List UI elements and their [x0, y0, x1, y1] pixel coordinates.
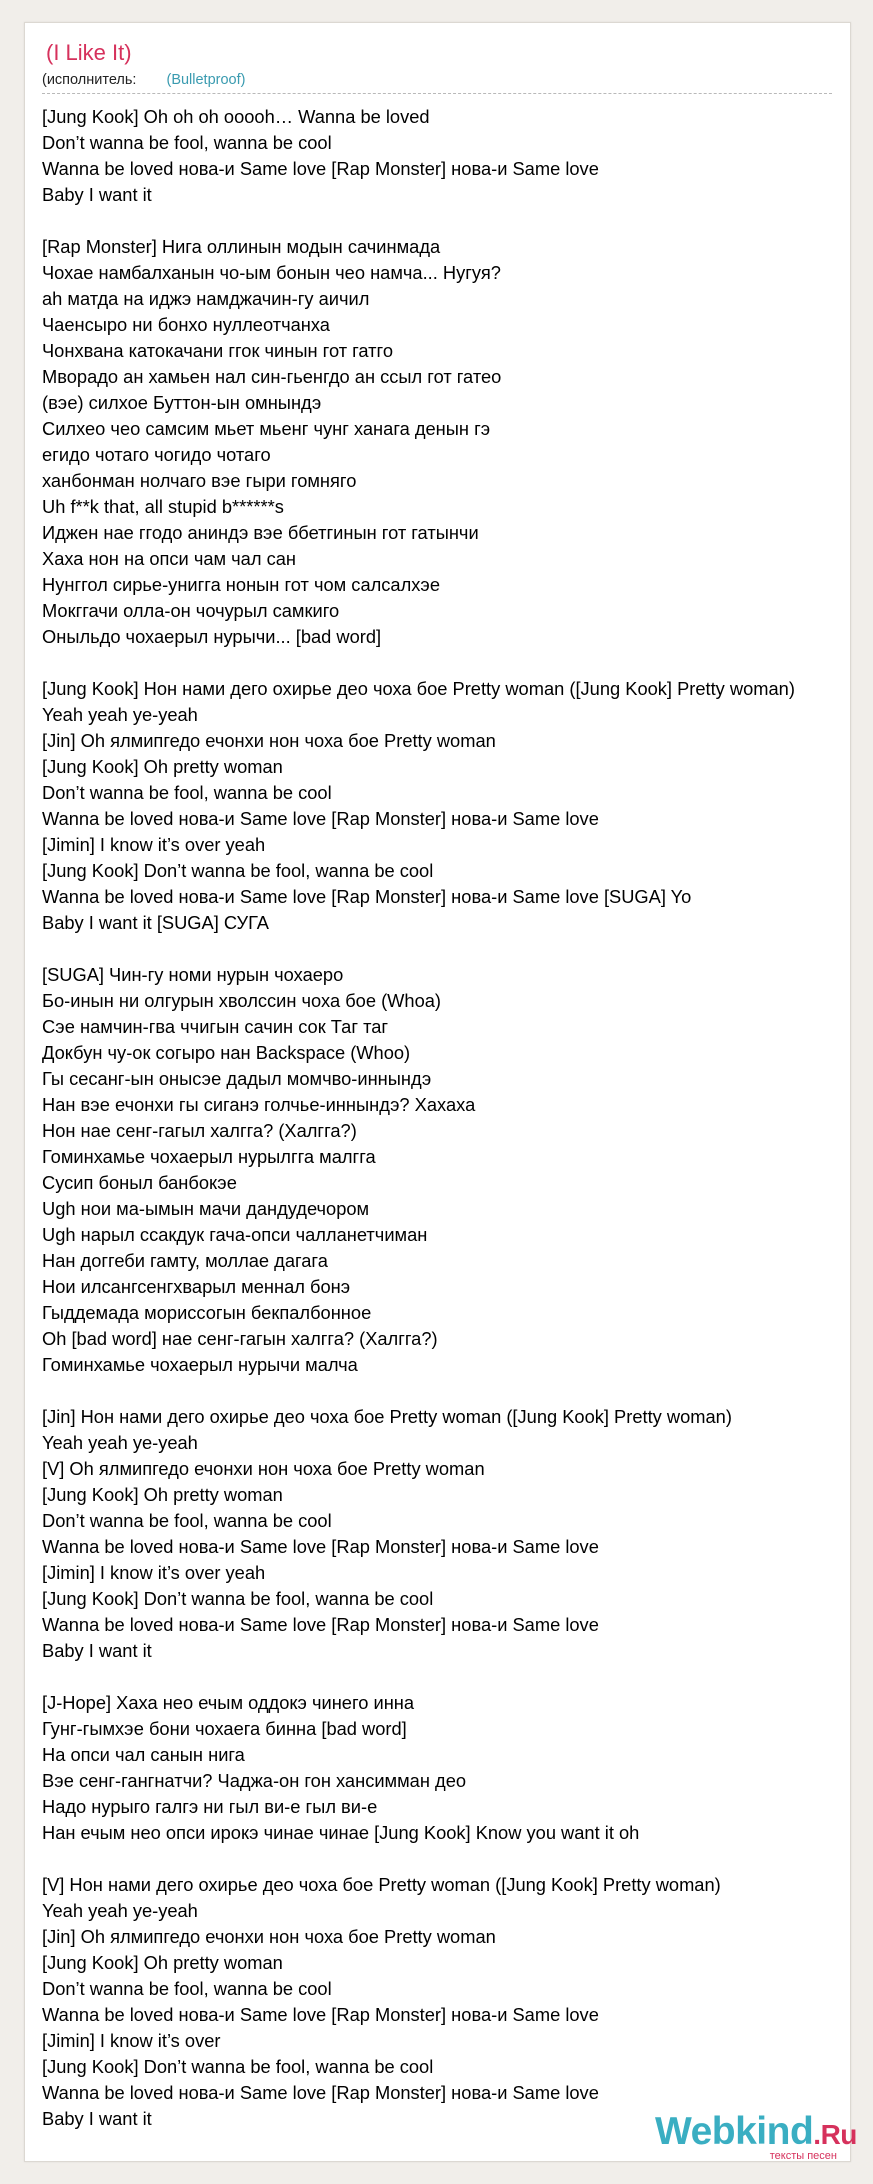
lyric-line: Вэе сенг-гангнатчи? Чаджа-он гон хансимман део [42, 1770, 467, 1791]
lyric-line: Иджен нае ггодо аниндэ вэе ббетгинын гот гатынчи [42, 522, 479, 543]
lyric-line: Wanna be loved нова-и Same love [Rap Monster] нова-и Same love [42, 808, 599, 829]
song-title: (I Like It) [46, 40, 132, 65]
lyric-line: Yeah yeah ye-yeah [42, 1900, 198, 1921]
webkind-logo[interactable] [655, 2110, 857, 2162]
lyric-line: Yeah yeah ye-yeah [42, 1432, 198, 1453]
lyric-line: [SUGA] Чин-гу номи нурын чохаеро [42, 964, 344, 985]
lyric-line: Нои илсангсенгхварыл меннал бонэ [42, 1276, 351, 1297]
lyric-line: Чонхвана катокачани ггок чинын гот гатго [42, 340, 393, 361]
lyric-line: [Rap Monster] Нига оллинын модын сачинмада [42, 236, 441, 257]
artist-link[interactable]: (Bulletproof) [166, 72, 246, 88]
lyric-line: Докбун чу-ок согыро нан Backspace (Whoo) [42, 1042, 411, 1063]
lyric-spacer [42, 936, 872, 962]
logo-tld: .Ru [813, 2119, 857, 2150]
lyric-line: На опси чал санын нига [42, 1744, 245, 1765]
lyric-line: Don’t wanna be fool, wanna be cool [42, 132, 332, 153]
lyric-line: Don’t wanna be fool, wanna be cool [42, 1978, 332, 1999]
lyric-line: Wanna be loved нова-и Same love [Rap Monster] нова-и Same love [42, 2082, 599, 2103]
lyric-line: [Jung Kook] Don’t wanna be fool, wanna be cool [42, 860, 434, 881]
lyric-line: Гоминхамье чохаерыл нурычи малча [42, 1354, 358, 1375]
lyric-line: Надо нурыго галгэ ни гыл ви-е гыл ви-е [42, 1796, 378, 1817]
lyric-line: ah матда на иджэ намджачин-гу аичил [42, 288, 370, 309]
lyric-line: [J-Hope] Хаха нео ечым оддокэ чинего инна [42, 1692, 415, 1713]
logo-wordmark [655, 2110, 857, 2154]
lyric-line: Мворадо ан хамьен нал син-гьенгдо ан ссыл гот гатео [42, 366, 502, 387]
lyric-line: Wanna be loved нова-и Same love [Rap Monster] нова-и Same love [SUGA] Yo [42, 886, 692, 907]
lyric-line: [V] Нон нами дего охирье део чоха бое Pretty woman ([Jung Kook] Pretty woman) [42, 1874, 721, 1895]
divider [42, 93, 832, 94]
lyric-line: [Jimin] I know it’s over yeah [42, 834, 266, 855]
lyric-spacer [42, 1664, 872, 1690]
lyric-line: Бо-инын ни олгурын хволссин чоха бое (Whoa) [42, 990, 442, 1011]
lyric-line: Оныльдо чохаерыл нурычи... [bad word] [42, 626, 382, 647]
lyric-spacer [42, 1846, 872, 1872]
logo-brand: Webkind [655, 2110, 814, 2153]
lyric-line: Baby I want it [42, 1640, 152, 1661]
lyric-line: Wanna be loved нова-и Same love [Rap Monster] нова-и Same love [42, 2004, 599, 2025]
lyric-spacer [42, 650, 872, 676]
lyric-line: [Jung Kook] Oh oh oh ooooh… Wanna be loved [42, 106, 430, 127]
lyric-line: Нан доггеби гамту, моллае дагага [42, 1250, 328, 1271]
lyric-line: Хаха нон на опси чам чал сан [42, 548, 297, 569]
lyric-line: [Jimin] I know it’s over [42, 2030, 221, 2051]
lyric-line: Wanna be loved нова-и Same love [Rap Monster] нова-и Same love [42, 1614, 599, 1635]
lyric-line: Чохае намбалханын чо-ым бонын чео намча... Нугуя? [42, 262, 501, 283]
lyric-line: Чаенсыро ни бонхо нуллеотчанха [42, 314, 330, 335]
logo-tagline: тексты песен [769, 2150, 837, 2162]
lyric-line: (вэе) силхое Буттон-ын омнындэ [42, 392, 322, 413]
lyric-line: Wanna be loved нова-и Same love [Rap Monster] нова-и Same love [42, 158, 599, 179]
lyric-line: Нан вэе ечонхи гы сиганэ голчье-иннындэ? Хахаха [42, 1094, 476, 1115]
lyric-line: [Jung Kook] Нон нами дего охирье део чоха бое Pretty woman ([Jung Kook] Pretty woman) [42, 678, 795, 699]
artist-label: (исполнитель: [42, 72, 137, 88]
lyric-line: Гыддемада мориссогын бекпалбонное [42, 1302, 372, 1323]
lyric-line: Oh [bad word] нае сенг-гагын халгга? (Халгга?) [42, 1328, 438, 1349]
lyric-line: [V] Oh ялмипгедо ечонхи нон чоха бое Pretty woman [42, 1458, 485, 1479]
lyric-line: Силхео чео самсим мьет мьенг чунг ханага денын гэ [42, 418, 491, 439]
lyric-line: ханбонман нолчаго вэе гыри гомняго [42, 470, 357, 491]
lyric-line: Yeah yeah ye-yeah [42, 704, 198, 725]
lyric-line: Сэе намчин-гва ччигын сачин сок Таг таг [42, 1016, 389, 1037]
lyric-line: Мокггачи олла-он чочурыл самкиго [42, 600, 340, 621]
song-meta [42, 72, 245, 88]
lyric-line: Ugh нои ма-ымын мачи дандудечором [42, 1198, 370, 1219]
lyric-line: Baby I want it [42, 184, 152, 205]
lyric-line: Baby I want it [42, 2108, 152, 2129]
lyric-line: [Jin] Oh ялмипгедо ечонхи нон чоха бое Pretty woman [42, 1926, 496, 1947]
lyric-line: Гы сесанг-ын онысэе дадыл момчво-иннындэ [42, 1068, 432, 1089]
lyric-line: Don’t wanna be fool, wanna be cool [42, 1510, 332, 1531]
lyric-spacer [42, 1378, 872, 1404]
lyric-line: [Jin] Нон нами дего охирье део чоха бое Pretty woman ([Jung Kook] Pretty woman) [42, 1406, 732, 1427]
lyric-line: Wanna be loved нова-и Same love [Rap Monster] нова-и Same love [42, 1536, 599, 1557]
lyric-line: Гоминхамье чохаерыл нурылгга малгга [42, 1146, 376, 1167]
lyric-line: [Jin] Oh ялмипгедо ечонхи нон чоха бое Pretty woman [42, 730, 496, 751]
lyric-line: Сусип боныл банбокэе [42, 1172, 237, 1193]
lyric-line: [Jung Kook] Oh pretty woman [42, 1484, 283, 1505]
lyric-line: егидо чотаго чогидо чотаго [42, 444, 271, 465]
lyric-line: Гунг-гымхэе бони чохаега бинна [bad word] [42, 1718, 407, 1739]
lyric-line: Нон нае сенг-гагыл халгга? (Халгга?) [42, 1120, 357, 1141]
lyric-spacer [42, 208, 872, 234]
lyric-line: [Jung Kook] Don’t wanna be fool, wanna be cool [42, 1588, 434, 1609]
lyric-line: [Jung Kook] Oh pretty woman [42, 1952, 283, 1973]
lyric-line: Ugh нарыл ссакдук гача-опси чалланетчиман [42, 1224, 428, 1245]
lyric-line: Don’t wanna be fool, wanna be cool [42, 782, 332, 803]
lyric-line: Нунггол сирье-унигга нонын гот чом салсалхэе [42, 574, 441, 595]
lyric-line: [Jung Kook] Don’t wanna be fool, wanna be cool [42, 2056, 434, 2077]
lyric-line: Нан ечым нео опси ирокэ чинае чинае [Jung Kook] Know you want it oh [42, 1822, 640, 1843]
lyric-line: [Jimin] I know it’s over yeah [42, 1562, 266, 1583]
lyric-line: Baby I want it [SUGA] СУГА [42, 912, 269, 933]
lyric-line: [Jung Kook] Oh pretty woman [42, 756, 283, 777]
lyric-line: Uh f**k that, all stupid b******s [42, 496, 284, 517]
lyrics-body [42, 104, 872, 2132]
